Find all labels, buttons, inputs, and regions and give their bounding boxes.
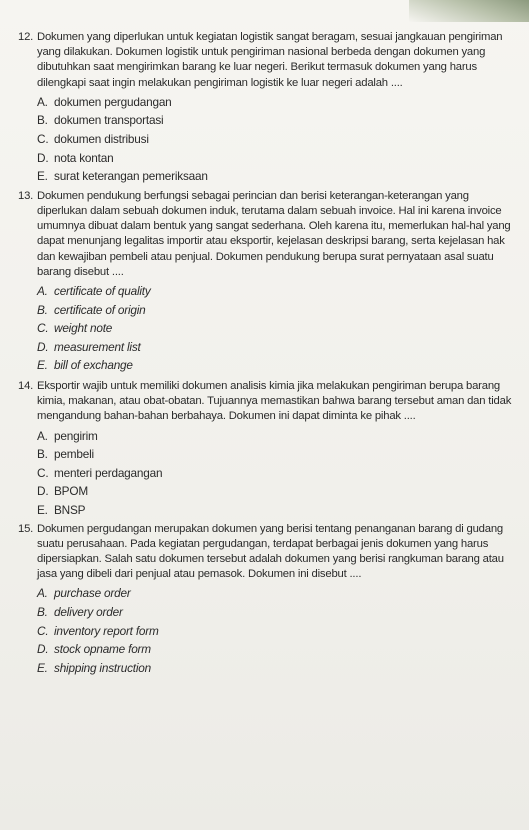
option-b[interactable] [37, 301, 518, 320]
question-list [18, 30, 518, 677]
option-letter: E. [37, 358, 48, 373]
option-text: dokumen pergudangan [54, 94, 172, 109]
option-text: measurement list [54, 339, 141, 354]
option-letter: C. [37, 132, 49, 146]
question-text: Dokumen yang diperlukan untuk kegiatan logistik sangat beragam, sesuai jangkauan pengiriman yang dilakukan. Dokumen logistik untuk pengiriman nasional berbeda dengan dokumen yang dibutuhkan saat mengirimkan barang ke luar negeri. Berikut termasuk dokumen yang harus dilengkapi saat ingin melakukan pengiriman logistik ke luar negeri adalah .... [37, 31, 503, 89]
option-a[interactable] [37, 282, 518, 301]
option-letter: A. [37, 94, 48, 109]
option-c[interactable] [37, 622, 518, 641]
option-text: pembeli [54, 447, 94, 462]
option-text: dokumen transportasi [54, 113, 164, 128]
option-letter: C. [37, 321, 49, 336]
option-e[interactable] [37, 167, 518, 186]
option-letter: A. [37, 586, 48, 601]
option-letter: B. [37, 447, 48, 462]
option-text: surat keterangan pemeriksaan [54, 169, 208, 184]
option-letter: E. [37, 169, 48, 184]
option-letter: B. [37, 604, 48, 619]
question-number: 12. [18, 31, 34, 43]
option-text: BPOM [54, 484, 88, 499]
question-number: 15. [18, 522, 34, 535]
option-letter: E. [37, 660, 48, 675]
option-letter: C. [37, 623, 49, 638]
option-text: inventory report form [54, 623, 159, 638]
option-list [37, 282, 518, 375]
option-text: pengirim [54, 428, 98, 443]
option-c[interactable] [37, 130, 518, 149]
option-d[interactable] [37, 149, 518, 168]
option-letter: B. [37, 302, 48, 317]
option-b[interactable] [37, 603, 518, 622]
option-b[interactable] [37, 111, 518, 130]
option-text: certificate of origin [54, 302, 146, 317]
option-letter: C. [37, 465, 49, 480]
option-letter: A. [37, 428, 48, 443]
option-letter: D. [37, 339, 49, 354]
option-text: menteri perdagangan [54, 465, 163, 480]
option-e[interactable] [37, 356, 518, 375]
option-text: stock opname form [54, 642, 151, 657]
option-text: certificate of quality [54, 284, 151, 298]
option-c[interactable] [37, 319, 518, 338]
option-d[interactable] [37, 482, 518, 501]
option-d[interactable] [37, 640, 518, 659]
option-letter: B. [37, 113, 48, 128]
option-a[interactable] [37, 584, 518, 603]
question-text: Dokumen pergudangan merupakan dokumen yang berisi tentang penanganan barang di gudang suatu perusahaan. Pada kegiatan pergudangan, terdapat berbagai jenis dokumen yang harus dipersiapkan. Salah satu dokumen tersebut adalah dokumen yang berisi rangkuman barang atau jasa yang dibeli dari penjual atau pemasok. Dokumen ini disebut .... [37, 522, 504, 581]
question-13 [18, 189, 518, 375]
option-c[interactable] [37, 464, 518, 483]
question-text: Eksportir wajib untuk memiliki dokumen analisis kimia jika melakukan pengiriman berupa barang kimia, makanan, atau obat-obatan. Tujuannya memastikan bahwa barang tersebut aman dan tidak mengandung bahan-bahan berbahaya. Dokumen ini dapat diminta ke pihak .... [37, 379, 512, 423]
option-list [37, 427, 518, 520]
option-text: nota kontan [54, 150, 114, 165]
option-letter: D. [37, 642, 49, 657]
option-list [37, 584, 518, 677]
option-list [37, 93, 518, 186]
option-a[interactable] [37, 93, 518, 112]
option-b[interactable] [37, 445, 518, 464]
option-e[interactable] [37, 501, 518, 520]
question-text: Dokumen pendukung berfungsi sebagai perincian dan berisi keterangan-keterangan yang diperlukan dalam sebuah dokumen induk, terutama dalam sebuah invoice. Hal ini karena invoice umumnya dibuat dalam bentuk yang sangat sederhana. Oleh karena itu, memerlukan hal-hal yang dapat menunjang legalitas importir atau eksportir, kejelasan deskripsi barang, serta kejelasan hak dan kewajiban pembeli atau penjual. Dokumen pendukung berupa surat pernyataan asal suatu barang disebut .... [37, 189, 511, 278]
option-text: weight note [54, 321, 113, 336]
option-text: delivery order [54, 604, 123, 619]
question-12 [18, 30, 518, 186]
question-number: 13. [18, 189, 34, 202]
question-14 [18, 379, 518, 520]
option-d[interactable] [37, 338, 518, 357]
page-corner-shadow [409, 0, 529, 22]
option-letter: E. [37, 502, 48, 517]
option-text: purchase order [54, 586, 131, 601]
option-text: shipping instruction [54, 660, 151, 675]
option-text: bill of exchange [54, 358, 133, 373]
option-a[interactable] [37, 427, 518, 446]
option-letter: A. [37, 284, 48, 298]
option-letter: D. [37, 484, 49, 499]
question-number: 14. [18, 379, 34, 392]
question-15 [18, 522, 518, 678]
option-text: dokumen distribusi [54, 132, 149, 146]
option-letter: D. [37, 150, 49, 165]
option-text: BNSP [54, 502, 86, 517]
option-e[interactable] [37, 659, 518, 678]
